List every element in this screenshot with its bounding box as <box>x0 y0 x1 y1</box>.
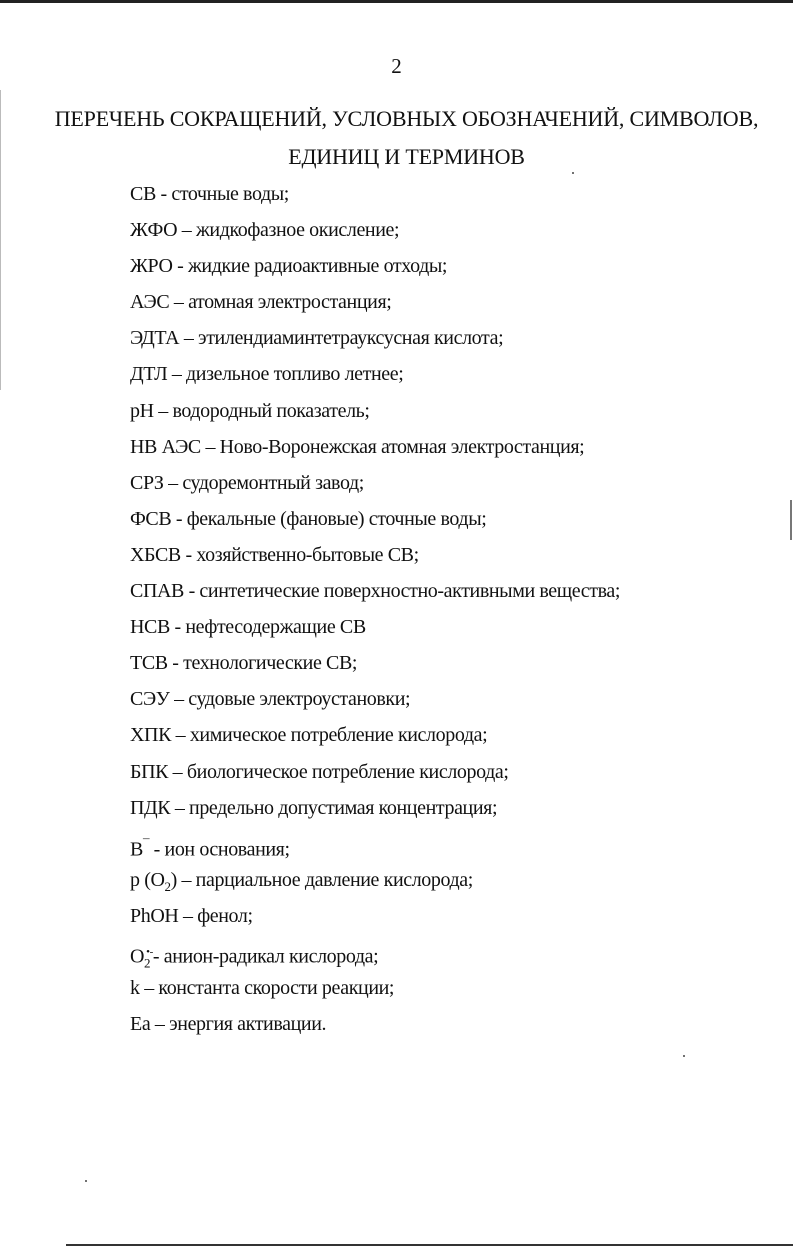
list-item: k – константа скорости реакции; <box>130 977 395 1000</box>
title-line-1: ПЕРЕЧЕНЬ СОКРАЩЕНИЙ, УСЛОВНЫХ ОБОЗНАЧЕНИЙ, СИМВОЛОВ, <box>54 106 759 131</box>
scan-border-bottom <box>66 1244 793 1246</box>
list-item: БПК – биологическое потребление кислорода; <box>130 760 509 783</box>
list-item-superoxide <box>130 934 770 970</box>
list-item-ion <box>130 826 770 862</box>
list-item-partial-pressure <box>130 862 770 898</box>
list-item: СЭУ – судовые электроустановки; <box>130 688 411 711</box>
list-item: Ea – энергия активации. <box>130 1013 327 1036</box>
list-item: ТСВ - технологические СВ; <box>130 652 358 675</box>
list-item: НСВ - нефтесодержащие СВ <box>130 616 366 639</box>
superoxide-subscript: 2 <box>144 955 151 971</box>
list-item: СВ - сточные воды; <box>130 183 289 205</box>
list-item: PhOH – фенол; <box>130 904 253 927</box>
list-item: ДТЛ – дизельное топливо летнее; <box>130 363 404 386</box>
list-item: ХПК – химическое потребление кислорода; <box>130 724 488 747</box>
ion-description: - ион основания; <box>149 838 290 861</box>
list-item: АЭС – атомная электростанция; <box>130 291 392 314</box>
list-item: ХБСВ - хозяйственно-бытовые СВ; <box>130 543 419 566</box>
list-item: СПАВ - синтетические поверхностно-активными вещества; <box>130 580 620 603</box>
page-title <box>40 100 773 176</box>
superoxide-description: - анион-радикал кислорода; <box>152 945 379 968</box>
list-item: ЖРО - жидкие радиоактивные отходы; <box>130 255 448 278</box>
list-item: pH – водородный показатель; <box>130 399 370 422</box>
list-item: СРЗ – судоремонтный завод; <box>130 471 364 494</box>
scan-speck <box>85 1180 87 1182</box>
scan-speck <box>683 1055 685 1057</box>
scan-speck <box>572 172 574 174</box>
list-item: ФСВ - фекальные (фановые) сточные воды; <box>130 507 487 530</box>
abbreviation-list <box>130 176 770 1042</box>
scan-border-left <box>0 90 1 390</box>
list-item: ЭДТА – этилендиаминтетрауксусная кислота; <box>130 327 504 350</box>
scan-border-right <box>790 500 792 540</box>
ion-superscript: ¯ <box>142 835 150 851</box>
p-o2-description: ) – парциальное давление кислорода; <box>170 868 473 891</box>
superoxide-superscript: •- <box>146 945 153 958</box>
page-number: 2 <box>391 54 402 78</box>
p-o2-prefix: p (O <box>130 868 165 891</box>
ion-symbol: B <box>130 838 143 861</box>
superoxide-symbol: O <box>130 945 145 968</box>
title-line-2: ЕДИНИЦ И ТЕРМИНОВ <box>288 144 525 169</box>
p-o2-subscript: 2 <box>164 878 171 894</box>
scan-border-top <box>0 0 793 3</box>
list-item: ЖФО – жидкофазное окисление; <box>130 219 400 242</box>
list-item: ПДК – предельно допустимая концентрация; <box>130 796 498 819</box>
list-item: НВ АЭС – Ново-Воронежская атомная электростанция; <box>130 435 585 458</box>
